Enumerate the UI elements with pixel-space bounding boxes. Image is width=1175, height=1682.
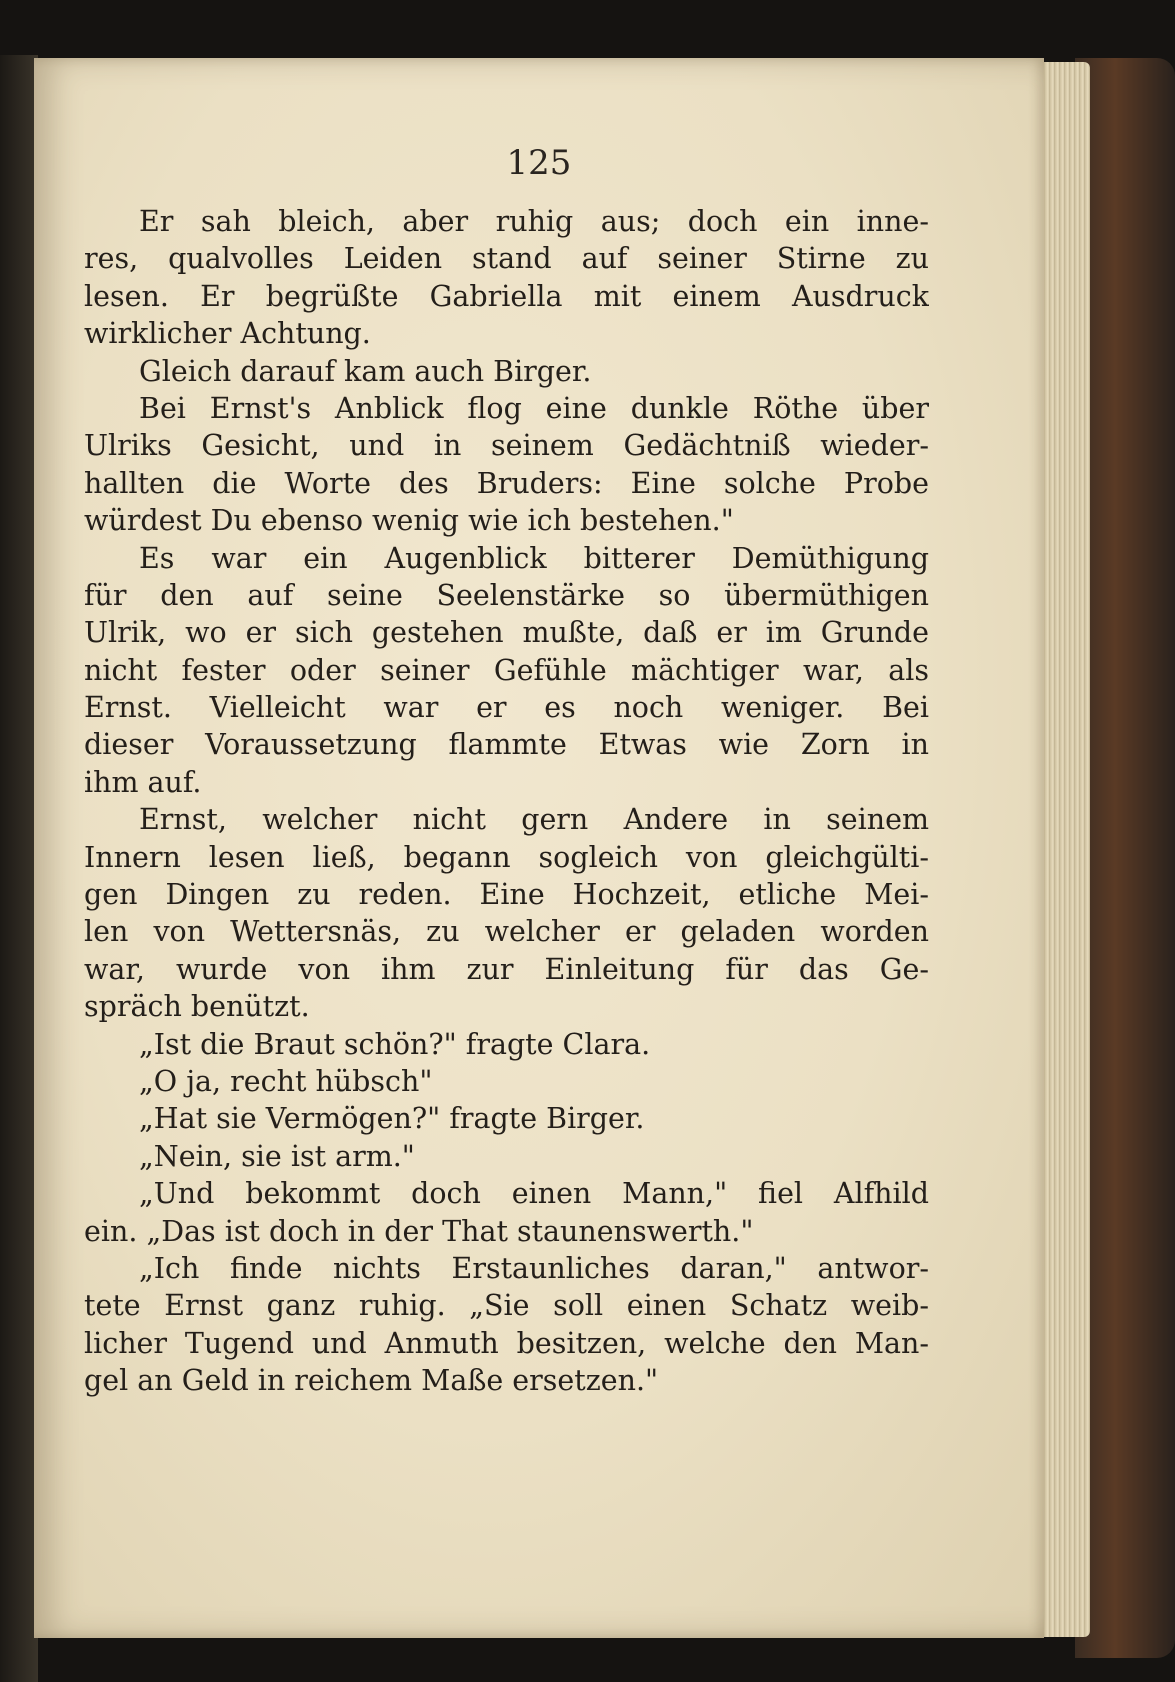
- text-line: Es war ein Augenblick bitterer Demüthigung: [139, 541, 929, 575]
- text-line: Er sah bleich, aber ruhig aus; doch ein inne-: [139, 205, 929, 238]
- text-line: war, wurde von ihm zur Einleitung für das Ge-: [84, 952, 929, 986]
- text-line: „Nein, sie ist arm.": [139, 1139, 415, 1173]
- text-line: ein. „Das ist doch in der That staunenswerth.": [84, 1214, 754, 1248]
- text-line: nicht fester oder seiner Gefühle mächtiger war, als: [84, 653, 929, 687]
- book-spine: [0, 55, 38, 1682]
- book-cover-edge: [1075, 58, 1175, 1658]
- text-line: res, qualvolles Leiden stand auf seiner Stirne zu: [84, 242, 929, 276]
- text-line: würdest Du ebenso wenig wie ich bestehen.": [84, 504, 734, 538]
- text-line: „Und bekommt doch einen Mann," fiel Alfhild: [139, 1177, 929, 1211]
- text-line: „Ist die Braut schön?" fragte Clara.: [139, 1027, 651, 1061]
- text-line: Ernst, welcher nicht gern Andere in seinem: [139, 803, 929, 837]
- book-page: [34, 58, 1044, 1638]
- text-line: wirklicher Achtung.: [84, 317, 371, 351]
- text-line: spräch benützt.: [84, 990, 310, 1024]
- text-line: len von Wettersnäs, zu welcher er geladen worden: [84, 915, 929, 949]
- text-line: licher Tugend und Anmuth besitzen, welche den Man-: [84, 1326, 929, 1360]
- text-line: Innern lesen ließ, begann sogleich von gleichgülti-: [84, 840, 929, 874]
- text-line: Ernst. Vielleicht war er es noch weniger. Bei: [84, 691, 929, 725]
- page-body-text: [84, 203, 929, 1400]
- text-line: ihm auf.: [84, 765, 202, 799]
- text-line: Bei Ernst's Anblick flog eine dunkle Röthe über: [139, 391, 929, 425]
- text-line: hallten die Worte des Bruders: Eine solche Probe: [84, 466, 929, 500]
- page-number: 125: [506, 143, 572, 183]
- text-line: lesen. Er begrüßte Gabriella mit einem Ausdruck: [84, 279, 929, 313]
- text-line: für den auf seine Seelenstärke so übermüthigen: [84, 578, 929, 612]
- text-line: „Hat sie Vermögen?" fragte Birger.: [139, 1102, 645, 1136]
- text-line: Gleich darauf kam auch Birger.: [139, 354, 592, 388]
- text-line: „Ich finde nichts Erstaunliches daran," antwor-: [139, 1251, 929, 1285]
- text-line: Ulriks Gesicht, und in seinem Gedächtniß wieder-: [84, 429, 929, 463]
- text-line: „O ja, recht hübsch": [139, 1064, 433, 1098]
- text-line: dieser Voraussetzung flammte Etwas wie Zorn in: [84, 728, 929, 762]
- text-line: tete Ernst ganz ruhig. „Sie soll einen Schatz weib-: [84, 1289, 929, 1323]
- text-line: gel an Geld in reichem Maße ersetzen.": [84, 1364, 659, 1398]
- text-line: Ulrik, wo er sich gestehen mußte, daß er im Grunde: [84, 616, 929, 650]
- text-line: gen Dingen zu reden. Eine Hochzeit, etliche Mei-: [84, 878, 929, 912]
